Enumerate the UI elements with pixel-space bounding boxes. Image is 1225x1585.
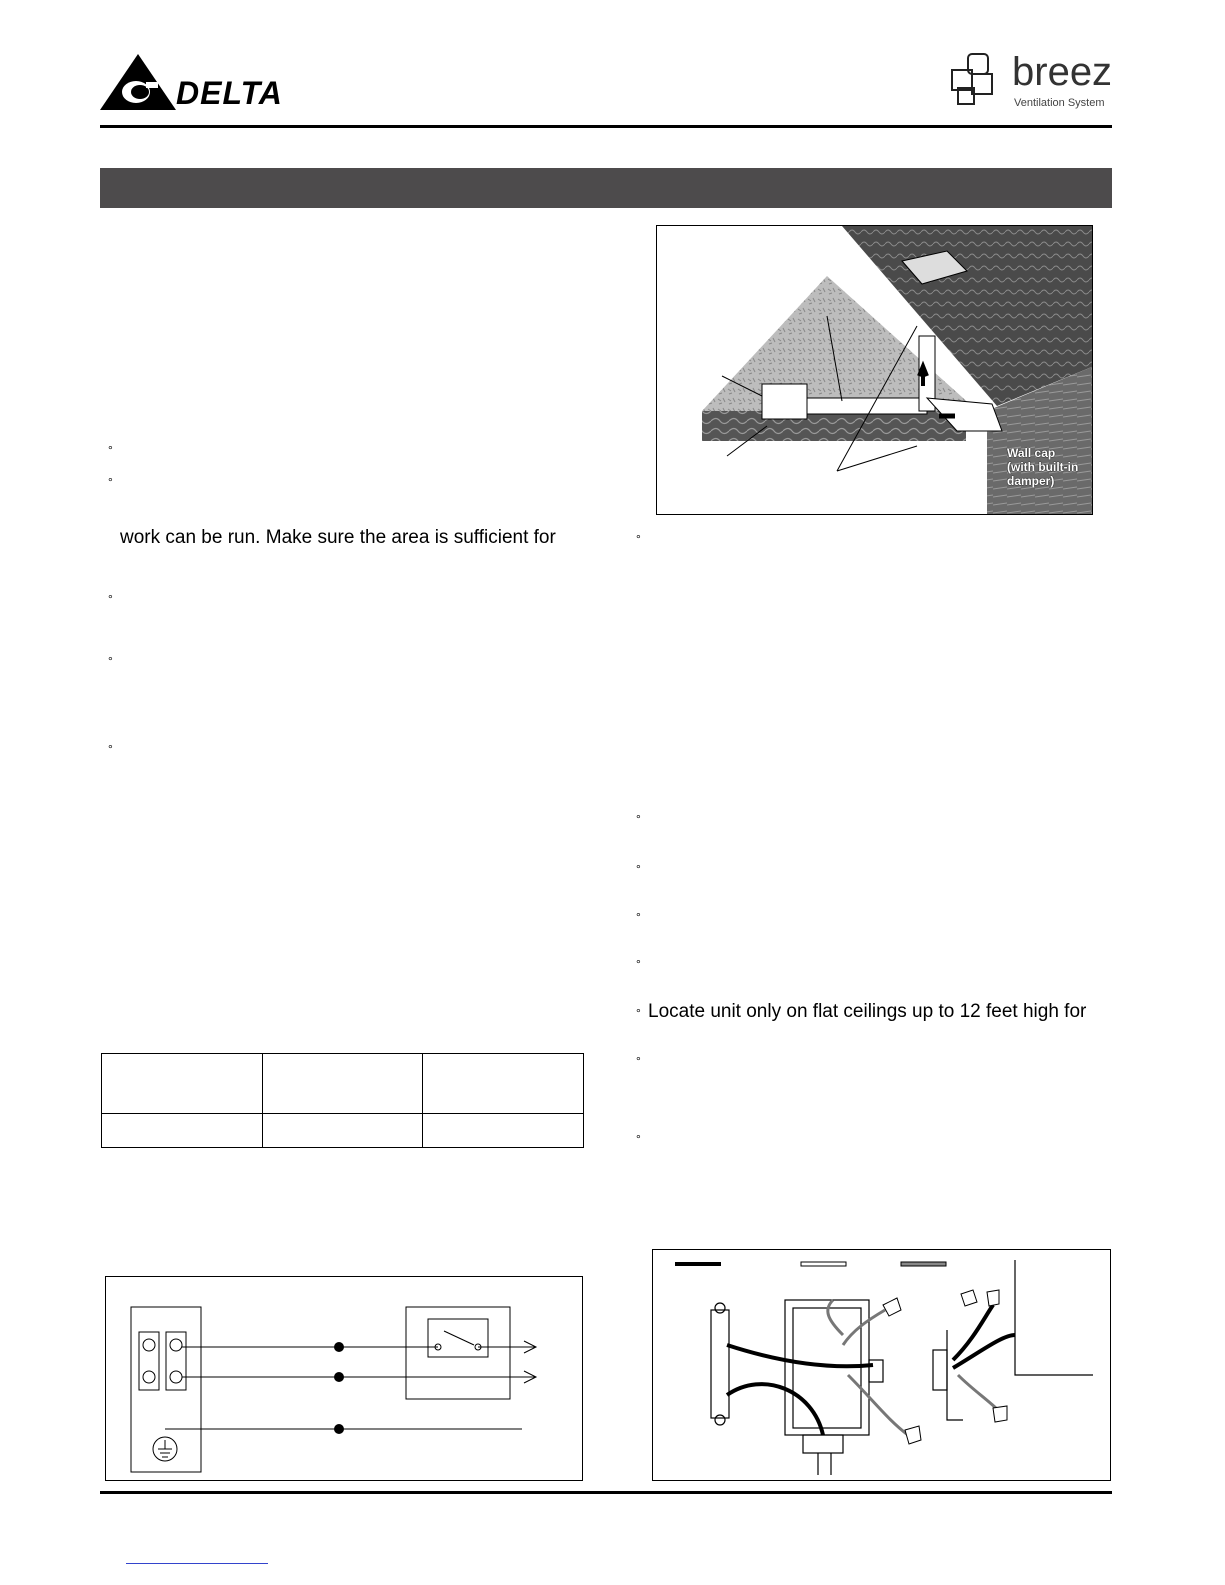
section-title-bar (100, 168, 1112, 208)
wall-cap-label: Wall cap (1007, 446, 1056, 460)
breez-logo-icon (948, 50, 1008, 110)
spec-table (101, 1053, 584, 1148)
wall-cap-label-3: damper) (1007, 474, 1055, 488)
table-cell (262, 1054, 423, 1114)
table-cell (102, 1114, 263, 1148)
table-cell (102, 1054, 263, 1114)
table-row (102, 1054, 584, 1114)
right-bullet-3: ° (636, 862, 641, 876)
left-bullet-1: ° (108, 443, 113, 457)
junction-box-drawing (653, 1250, 1112, 1482)
header-rule (100, 125, 1112, 128)
footer-rule (100, 1491, 1112, 1494)
wiring-schematic-figure (105, 1276, 583, 1481)
left-bullet-4: ° (108, 654, 113, 668)
wiring-schematic-drawing (106, 1277, 584, 1482)
delta-brand-name: DELTA (176, 75, 283, 111)
right-bullet-4: ° (636, 910, 641, 924)
duct-installation-figure (656, 225, 1093, 515)
table-cell (423, 1054, 584, 1114)
right-bullet-5: ° (636, 957, 641, 971)
right-text-locate: Locate unit only on flat ceilings up to 12 feet high for (648, 1001, 1087, 1022)
table-cell (262, 1114, 423, 1148)
left-bullet-5: ° (108, 742, 113, 756)
right-bullet-2: ° (636, 812, 641, 826)
right-bullet-6: ° (636, 1006, 641, 1020)
left-bullet-2: ° (108, 475, 113, 489)
wall-cap-label-2: (with built-in (1007, 460, 1079, 474)
table-row (102, 1114, 584, 1148)
table-cell (423, 1114, 584, 1148)
breez-brand-subtitle: Ventilation System (1014, 97, 1105, 109)
left-text-fragment: work can be run. Make sure the area is sufficient for (120, 527, 556, 548)
right-bullet-1: ° (636, 532, 641, 546)
footer-link[interactable] (126, 1552, 268, 1564)
right-bullet-8: ° (636, 1132, 641, 1146)
right-bullet-7: ° (636, 1054, 641, 1068)
left-bullet-3: ° (108, 592, 113, 606)
breez-brand-name: breez (1012, 50, 1113, 94)
junction-box-figure (652, 1249, 1111, 1481)
